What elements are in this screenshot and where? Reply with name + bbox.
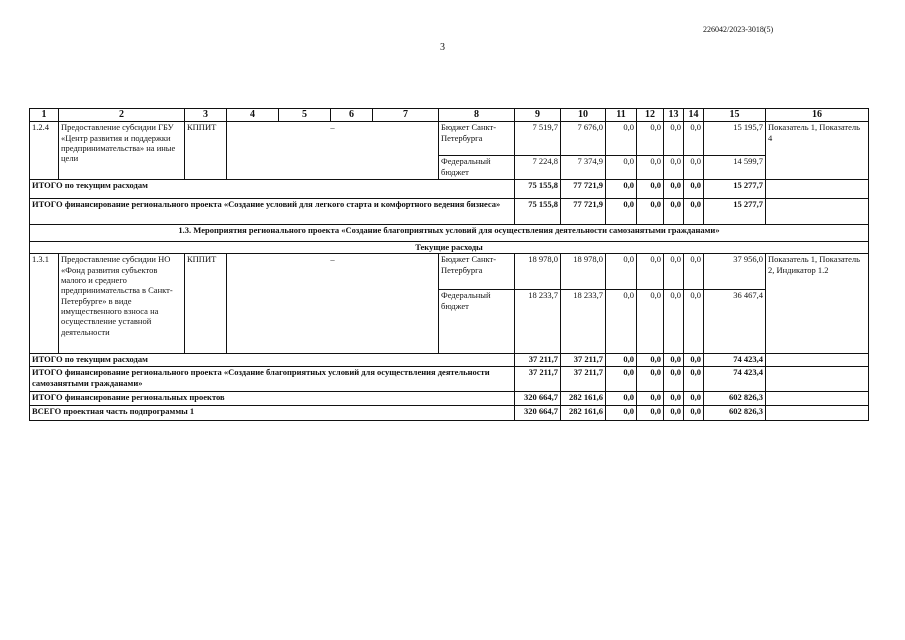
document-id: 226042/2023-3018(5) <box>703 25 774 34</box>
value-cell: 0,0 <box>637 180 664 199</box>
column-header: 4 <box>227 109 279 122</box>
column-header: 9 <box>515 109 561 122</box>
column-header: 15 <box>704 109 766 122</box>
value-cell: 0,0 <box>684 180 704 199</box>
value-cell: 0,0 <box>606 199 637 225</box>
column-header: 13 <box>664 109 684 122</box>
dash-cell: – <box>227 254 439 354</box>
value-cell: 14 599,7 <box>704 156 766 180</box>
value-cell: 7 224,8 <box>515 156 561 180</box>
total-label: ИТОГО финансирование регионального проекта «Создание условий для легкого старта и комфортного ведения бизнеса» <box>30 199 515 225</box>
value-cell: 282 161,6 <box>561 392 606 406</box>
value-cell: 15 195,7 <box>704 122 766 156</box>
value-cell: 0,0 <box>637 367 664 392</box>
value-cell: 37 211,7 <box>515 354 561 367</box>
empty-cell <box>766 199 869 225</box>
row-number: 1.3.1 <box>30 254 59 354</box>
value-cell: 15 277,7 <box>704 199 766 225</box>
empty-cell <box>766 180 869 199</box>
column-header: 16 <box>766 109 869 122</box>
indicator-note: Показатель 1, Показатель 2, Индикатор 1.2 <box>766 254 869 354</box>
value-cell: 0,0 <box>606 290 637 354</box>
funding-source: Бюджет Санкт-Петербурга <box>439 122 515 156</box>
value-cell: 0,0 <box>606 122 637 156</box>
empty-cell <box>766 367 869 392</box>
value-cell: 0,0 <box>664 290 684 354</box>
measure-name: Предоставление субсидии НО «Фонд развития субъектов малого и среднего предпринимательства в Санкт-Петербурге» в виде имущественного взноса на осуществление уставной деятельности <box>59 254 185 354</box>
total-row <box>30 406 869 421</box>
funding-source: Федеральный бюджет <box>439 290 515 354</box>
value-cell: 0,0 <box>606 254 637 290</box>
indicator-note: Показатель 1, Показатель 4 <box>766 122 869 180</box>
table-row <box>30 122 869 156</box>
total-label: ИТОГО по текущим расходам <box>30 180 515 199</box>
value-cell: 0,0 <box>606 180 637 199</box>
column-header: 7 <box>373 109 439 122</box>
value-cell: 0,0 <box>606 367 637 392</box>
value-cell: 36 467,4 <box>704 290 766 354</box>
value-cell: 0,0 <box>684 406 704 421</box>
total-row <box>30 354 869 367</box>
value-cell: 320 664,7 <box>515 392 561 406</box>
value-cell: 282 161,6 <box>561 406 606 421</box>
value-cell: 0,0 <box>637 199 664 225</box>
total-row <box>30 199 869 225</box>
empty-cell <box>766 406 869 421</box>
value-cell: 77 721,9 <box>561 180 606 199</box>
column-header: 10 <box>561 109 606 122</box>
value-cell: 15 277,7 <box>704 180 766 199</box>
value-cell: 0,0 <box>664 180 684 199</box>
empty-cell <box>766 392 869 406</box>
value-cell: 602 826,3 <box>704 392 766 406</box>
executor: КППИТ <box>185 122 227 180</box>
section-row <box>30 225 869 242</box>
executor: КППИТ <box>185 254 227 354</box>
value-cell: 37 211,7 <box>561 367 606 392</box>
row-number: 1.2.4 <box>30 122 59 180</box>
value-cell: 37 956,0 <box>704 254 766 290</box>
total-row <box>30 180 869 199</box>
value-cell: 77 721,9 <box>561 199 606 225</box>
table-row <box>30 254 869 290</box>
value-cell: 0,0 <box>606 156 637 180</box>
empty-cell <box>766 354 869 367</box>
value-cell: 0,0 <box>684 367 704 392</box>
value-cell: 0,0 <box>606 354 637 367</box>
column-header: 14 <box>684 109 704 122</box>
value-cell: 0,0 <box>637 290 664 354</box>
value-cell: 0,0 <box>637 254 664 290</box>
value-cell: 0,0 <box>637 406 664 421</box>
column-header: 3 <box>185 109 227 122</box>
column-header: 2 <box>59 109 185 122</box>
subsection-heading: Текущие расходы <box>30 242 869 254</box>
column-header: 1 <box>30 109 59 122</box>
value-cell: 18 233,7 <box>561 290 606 354</box>
budget-table <box>29 108 869 421</box>
value-cell: 18 978,0 <box>561 254 606 290</box>
total-row <box>30 367 869 392</box>
column-header: 11 <box>606 109 637 122</box>
column-header: 6 <box>331 109 373 122</box>
value-cell: 18 978,0 <box>515 254 561 290</box>
funding-source: Бюджет Санкт-Петербурга <box>439 254 515 290</box>
value-cell: 18 233,7 <box>515 290 561 354</box>
value-cell: 0,0 <box>684 156 704 180</box>
value-cell: 0,0 <box>664 254 684 290</box>
value-cell: 0,0 <box>637 354 664 367</box>
value-cell: 0,0 <box>664 199 684 225</box>
value-cell: 0,0 <box>664 354 684 367</box>
column-header: 8 <box>439 109 515 122</box>
value-cell: 37 211,7 <box>561 354 606 367</box>
column-header: 5 <box>279 109 331 122</box>
value-cell: 0,0 <box>637 122 664 156</box>
value-cell: 0,0 <box>664 367 684 392</box>
value-cell: 7 676,0 <box>561 122 606 156</box>
value-cell: 0,0 <box>684 254 704 290</box>
total-label: ВСЕГО проектная часть подпрограммы 1 <box>30 406 515 421</box>
value-cell: 320 664,7 <box>515 406 561 421</box>
page-number: 3 <box>440 42 445 53</box>
value-cell: 0,0 <box>684 290 704 354</box>
value-cell: 75 155,8 <box>515 199 561 225</box>
value-cell: 37 211,7 <box>515 367 561 392</box>
value-cell: 0,0 <box>637 156 664 180</box>
funding-source: Федеральный бюджет <box>439 156 515 180</box>
dash-cell: – <box>227 122 439 180</box>
value-cell: 0,0 <box>684 122 704 156</box>
total-label: ИТОГО финансирование регионального проекта «Создание благоприятных условий для осуществления деятельности самозанятыми гражданами» <box>30 367 515 392</box>
value-cell: 0,0 <box>664 156 684 180</box>
value-cell: 602 826,3 <box>704 406 766 421</box>
total-label: ИТОГО по текущим расходам <box>30 354 515 367</box>
value-cell: 0,0 <box>664 406 684 421</box>
value-cell: 74 423,4 <box>704 354 766 367</box>
value-cell: 0,0 <box>637 392 664 406</box>
value-cell: 0,0 <box>606 406 637 421</box>
value-cell: 0,0 <box>684 199 704 225</box>
value-cell: 75 155,8 <box>515 180 561 199</box>
value-cell: 0,0 <box>684 392 704 406</box>
subsection-row <box>30 242 869 254</box>
total-row <box>30 392 869 406</box>
table-header-row <box>30 109 869 122</box>
value-cell: 7 519,7 <box>515 122 561 156</box>
column-header: 12 <box>637 109 664 122</box>
total-label: ИТОГО финансирование региональных проектов <box>30 392 515 406</box>
measure-name: Предоставление субсидии ГБУ «Центр развития и поддержки предпринимательства» на иные цели <box>59 122 185 180</box>
section-heading: 1.3. Мероприятия регионального проекта «Создание благоприятных условий для осуществления деятельности самозанятыми гражданами» <box>30 225 869 242</box>
value-cell: 0,0 <box>664 392 684 406</box>
value-cell: 7 374,9 <box>561 156 606 180</box>
value-cell: 74 423,4 <box>704 367 766 392</box>
value-cell: 0,0 <box>606 392 637 406</box>
value-cell: 0,0 <box>684 354 704 367</box>
value-cell: 0,0 <box>664 122 684 156</box>
